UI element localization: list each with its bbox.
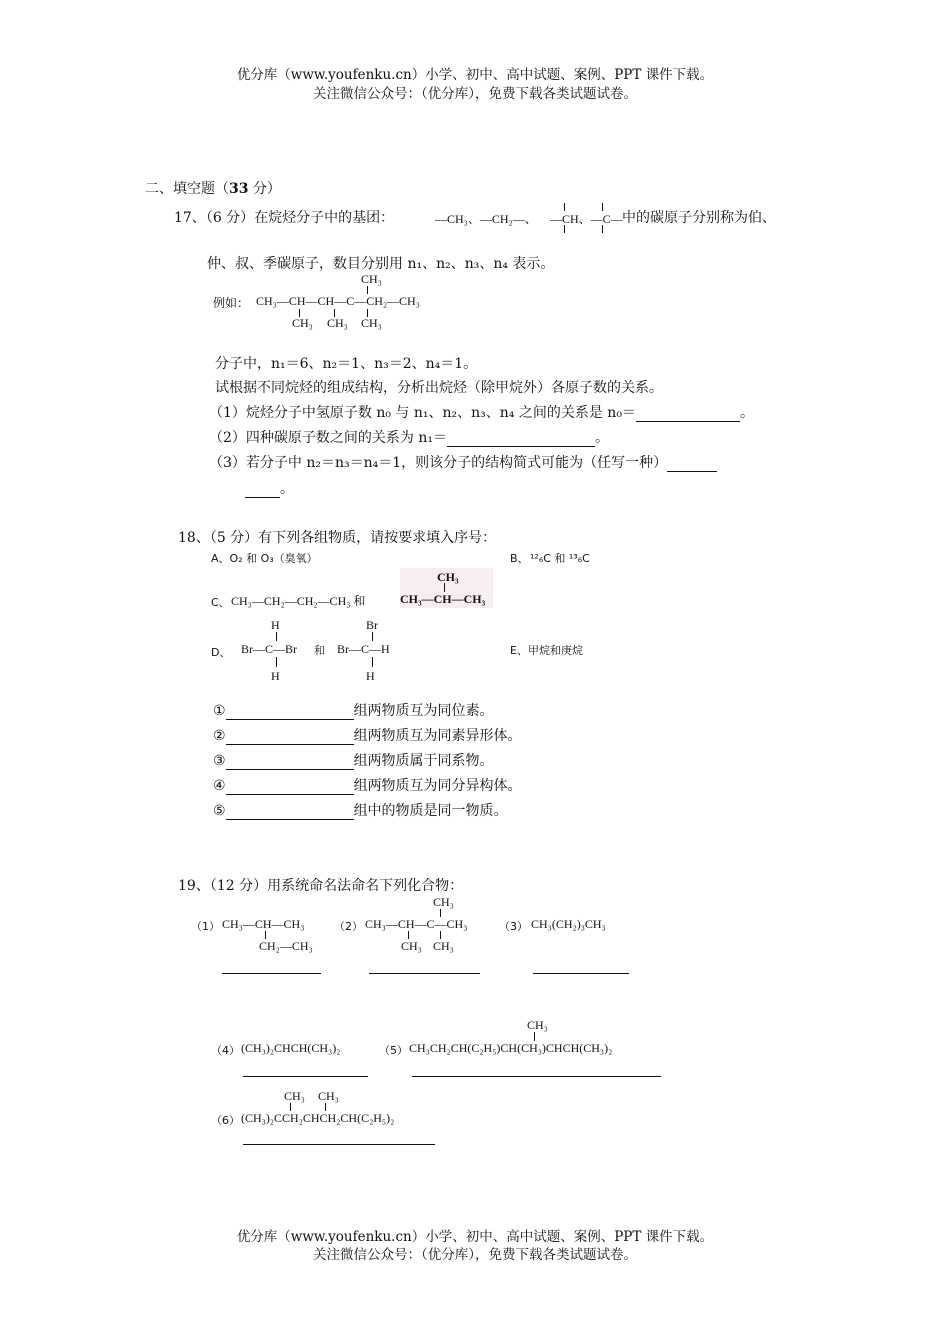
- q19-c4-label: （4）: [211, 1044, 240, 1057]
- q19-c1-formula: CH₃—CH—CH₃: [222, 917, 305, 931]
- q17-sub-3: （3）若分子中 n₂＝n₃＝n₄＝1，则该分子的结构简式可能为（任写一种）: [209, 452, 717, 472]
- q18-d-h-bottom-2: H: [366, 669, 375, 683]
- q19-c2-sub-2: CH₃: [433, 939, 454, 953]
- q19-c5-formula: CH₃CH₂CH(C₂H₅)CH(CH₃)CHCH(CH₃)₂: [409, 1041, 613, 1055]
- q18-option-c-label: C、: [211, 596, 230, 609]
- q18-blank-5[interactable]: [226, 805, 354, 820]
- q19-c1-label: （1）: [191, 920, 220, 933]
- q19-c6-label: （6）: [211, 1114, 240, 1127]
- q19-c2-formula: CH₃—CH—C—CH₃: [365, 917, 468, 931]
- q18-d-br-top: Br: [366, 618, 378, 632]
- q19-answer-line-4[interactable]: [243, 1076, 368, 1077]
- q18-blank-3[interactable]: [226, 755, 354, 770]
- q19-c6-top-2: CH₃: [318, 1089, 339, 1103]
- q18-option-c-right: CH₃—CH—CH₃: [400, 592, 486, 606]
- q17-intro-tail: 中的碳原子分别称为伯、: [622, 210, 776, 226]
- q17-group-2: —CH、—C—: [550, 212, 623, 226]
- q19-c4-formula: (CH₃)₂CHCH(CH₃)₂: [241, 1041, 341, 1055]
- q18-answer-1: ① 组两物质互为同位素。: [213, 703, 494, 719]
- q17-blank-2[interactable]: [447, 432, 595, 447]
- q19-answer-line-1[interactable]: [222, 973, 321, 974]
- q17-example-top: CH₃: [361, 272, 382, 286]
- q19-c5-top: CH₃: [527, 1018, 548, 1032]
- q18-option-d-and: 和: [314, 644, 325, 657]
- q17-sub-3-cont: 。: [245, 478, 294, 498]
- section-title: 二、填空题（33 分）: [145, 181, 281, 197]
- header-line-2: 关注微信公众号：（优分库），免费下载各类试题试卷。: [313, 86, 637, 102]
- q19-c1-sub: CH₂—CH₃: [259, 939, 313, 953]
- q18-option-d-right: Br—C—H: [337, 642, 390, 656]
- header-line-1: 优分库（www.youfenku.cn）小学、初中、高中试题、案例、PPT 课件下载。: [236, 67, 714, 83]
- section-points: 33: [229, 181, 249, 197]
- q18-option-c-top: CH₃: [437, 570, 459, 584]
- q17-line-2: 仲、叔、季碳原子，数目分别用 n₁、n₂、n₃、n₄ 表示。: [207, 256, 555, 272]
- q18-d-h-bottom: H: [271, 669, 280, 683]
- q18-option-b-label: B、: [510, 552, 529, 565]
- q19-c2-top: CH₃: [433, 895, 454, 909]
- q18-option-d-left: Br—C—Br: [241, 642, 298, 656]
- q18-option-a: A、O₂ 和 O₃（臭氧）: [211, 552, 318, 565]
- q19-answer-line-6[interactable]: [243, 1144, 435, 1145]
- q17-intro: 17、（6 分）在烷烃分子中的基团：: [174, 210, 395, 226]
- q18-intro: 18、（5 分）有下列各组物质，请按要求填入序号：: [178, 530, 497, 546]
- q17-example-sub-3: CH₃: [361, 316, 382, 330]
- q17-example-sub-1: CH₃: [292, 316, 313, 330]
- q18-option-b: ¹²₆C 和 ¹³₆C: [530, 552, 590, 565]
- q19-c3-label: （3）: [499, 920, 528, 933]
- q17-example-label: 例如：: [213, 296, 250, 310]
- q18-answer-5: ⑤ 组中的物质是同一物质。: [213, 803, 508, 819]
- q19-intro: 19、（12 分）用系统命名法命名下列化合物：: [178, 878, 464, 894]
- q17-sub-1: （1）烷烃分子中氢原子数 n₀ 与 n₁、n₂、n₃、n₄ 之间的关系是 n₀＝ 。: [209, 405, 754, 421]
- q17-sub-2: （2）四种碳原子数之间的关系为 n₁＝ 。: [209, 430, 609, 446]
- q18-blank-2[interactable]: [226, 730, 354, 745]
- q19-c2-label: （2）: [334, 920, 363, 933]
- q18-answer-3: ③ 组两物质属于同系物。: [213, 753, 494, 769]
- q19-c6-top-1: CH₃: [284, 1089, 305, 1103]
- q19-c5-label: （5）: [379, 1044, 408, 1057]
- q18-answer-2: ② 组两物质互为同素异形体。: [213, 728, 522, 744]
- q18-blank-1[interactable]: [226, 705, 354, 720]
- q18-answer-4: ④ 组两物质互为同分异构体。: [213, 778, 522, 794]
- q19-answer-line-3[interactable]: [533, 973, 629, 974]
- q17-group-1: —CH₃、—CH₂—、: [435, 212, 537, 226]
- q17-example-formula: CH₃—CH—CH—C—CH₂—CH₃: [256, 294, 420, 308]
- q18-blank-4[interactable]: [226, 780, 354, 795]
- q19-c2-sub-1: CH₃: [401, 939, 422, 953]
- footer-line-1: 优分库（www.youfenku.cn）小学、初中、高中试题、案例、PPT 课件下载。: [236, 1229, 714, 1245]
- q18-option-d-label: D、: [211, 646, 231, 659]
- q17-result: 分子中，n₁＝6、n₂＝1、n₃＝2、n₄＝1。: [215, 356, 478, 372]
- q17-blank-1[interactable]: [636, 407, 740, 422]
- q19-c6-formula: (CH₃)₂CCH₂CHCH₂CH(C₂H₅)₂: [241, 1111, 395, 1125]
- q19-answer-line-5[interactable]: [412, 1076, 661, 1077]
- q17-blank-3b[interactable]: [245, 483, 280, 498]
- q18-option-c-left: CH₃—CH₂—CH₂—CH₃ 和: [231, 594, 366, 608]
- footer-line-2: 关注微信公众号：（优分库），免费下载各类试题试卷。: [313, 1247, 637, 1263]
- q17-blank-3a[interactable]: [667, 457, 717, 472]
- q19-answer-line-2[interactable]: [369, 973, 480, 974]
- q17-example-sub-2: CH₃: [327, 316, 348, 330]
- q19-c3-formula: CH₃(CH₂)₃CH₃: [531, 917, 606, 931]
- q18-d-h-top: H: [271, 618, 280, 632]
- q17-instruction: 试根据不同烷烃的组成结构，分析出烷烃（除甲烷外）各原子数的关系。: [215, 380, 663, 396]
- q18-option-e: E、甲烷和庚烷: [510, 644, 583, 657]
